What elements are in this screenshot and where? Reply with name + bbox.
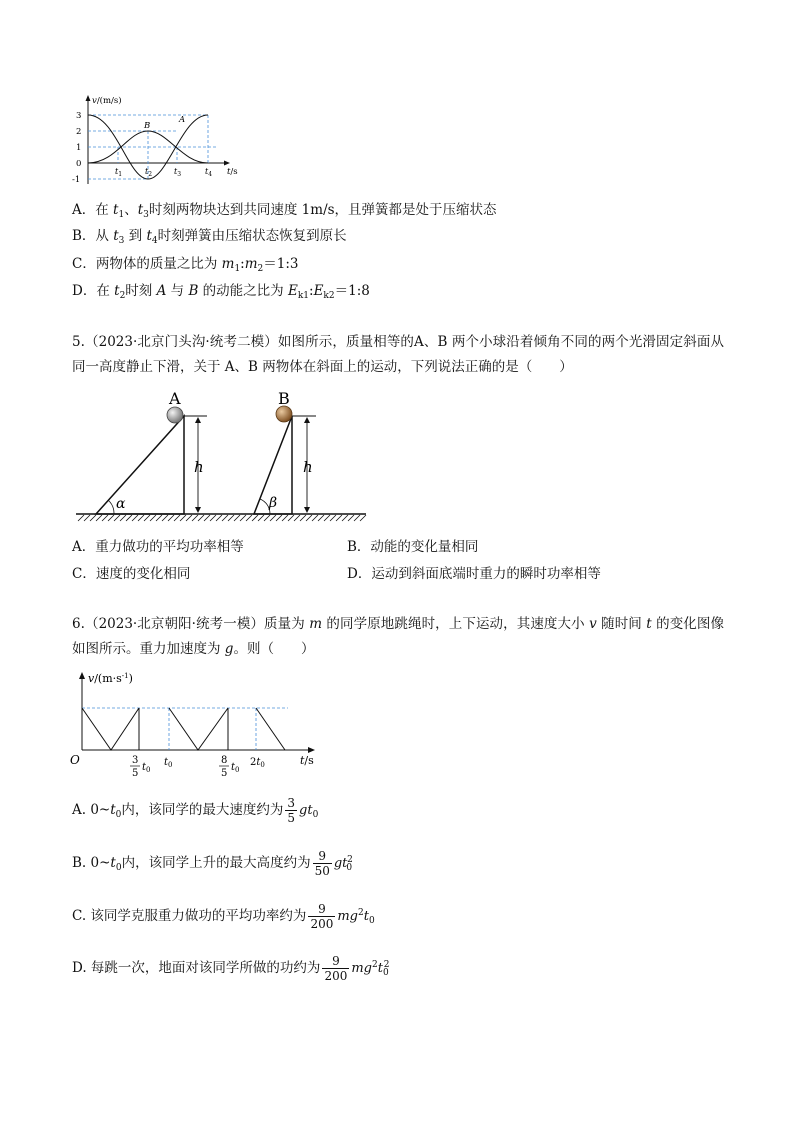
q4-option-b[interactable]: B．从 $t_3$ 到 $t_4$时刻弹簧由压缩状态恢复到原长	[72, 228, 347, 246]
q6-xtick-t0	[164, 757, 173, 769]
q4-ytick-2: 2	[76, 127, 82, 137]
q5-stem: 5.（2023·北京门头沟·统考二模）如图所示，质量相等的A、B 两个小球沿着倾角不同的两个光滑固定斜面从同一高度静止下滑，关于 A、B 两物体在斜面上的运动，下列说法正确的是（ ）	[72, 334, 724, 375]
q6-origin: O	[70, 753, 80, 767]
q6-option-b[interactable]: B. $0\sim t_0$内，该同学上升的最大高度约为 $\frac{9}{50}$ $gt_0^2$	[72, 849, 353, 878]
q4-x-arrow	[224, 161, 230, 166]
q6-xtick-2t0	[250, 757, 265, 769]
q4-xtick-t4: $t_4$	[205, 167, 213, 178]
q4-y-arrow	[86, 95, 91, 101]
q4-ytick-neg1: -1	[72, 175, 81, 185]
svg-text:5: 5	[221, 768, 228, 779]
q4-ytick-3: 3	[76, 111, 82, 121]
q6-option-c[interactable]: C. 该同学克服重力做功的平均功率约为 $\frac{9}{200}$ $mg^2t_0$	[72, 902, 375, 931]
q6-ylabel: $v/(m\cdot s^{-1})$	[88, 672, 133, 685]
q6-option-d-fraction: $\frac{9}{200}$	[324, 954, 348, 983]
q4-ytick-1: 1	[76, 143, 82, 153]
q6-option-a[interactable]: A. $0\sim t_0$内，该同学的最大速度约为 $\frac{3}{5}$ $gt_0$	[72, 796, 319, 825]
q4-option-c[interactable]: C．两物体的质量之比为 $m_1:m_2=1:3$	[72, 256, 299, 274]
q6-stem: 6.（2023·北京朝阳·统考一模）质量为 m 的同学原地跳绳时，上下运动，其速度大小 v 随时间 t 的变化图像如图所示。重力加速度为 g。则（ ）	[72, 616, 724, 657]
q5-ground-hatch	[78, 515, 366, 521]
q5-height-a-label: h	[194, 458, 204, 476]
q4-xtick-t2: $t_2$	[145, 167, 153, 178]
q5-angle-alpha: α	[116, 496, 126, 512]
q5-option-a[interactable]: A．重力做功的平均功率相等	[72, 539, 244, 555]
svg-text:t0: $t_0$	[142, 762, 151, 774]
q4-xlabel: t/s	[227, 167, 238, 177]
q6-velocity-line	[82, 708, 285, 750]
q6-xlabel: t/s	[300, 754, 314, 767]
q6-xtick-3-5-t0	[130, 755, 151, 779]
q5-angle-beta: β	[269, 495, 278, 511]
q4-guides	[88, 115, 216, 179]
q6-velocity-chart	[66, 668, 326, 780]
q6-option-c-fraction: $\frac{9}{200}$	[310, 902, 334, 931]
q5-inclines-figure	[74, 386, 370, 526]
svg-text:8: 8	[221, 755, 228, 766]
q6-guides	[82, 708, 288, 750]
q4-curve-label-a: A	[179, 115, 186, 125]
q5-ball-a	[167, 407, 183, 423]
q4-xtick-t1: $t_1$	[115, 167, 123, 178]
q5-height-b-label: h	[303, 458, 313, 476]
q6-option-b-fraction: $\frac{9}{50}$	[314, 849, 330, 878]
q4-option-a[interactable]: A．在 $t_1$、$t_3$时刻两物块达到共同速度 1m/s，且弹簧都是处于压缩状态	[72, 202, 497, 220]
q5-incline-a	[96, 416, 184, 514]
q5-option-c[interactable]: C．速度的变化相同	[72, 566, 191, 582]
q5-ball-a-label: A	[169, 389, 181, 408]
q4-ytick-0: 0	[76, 159, 82, 169]
q6-option-d[interactable]: D. 每跳一次，地面对该同学所做的功约为 $\frac{9}{200}$ $mg^2t_0^2$	[72, 954, 390, 983]
svg-text:t0: $t_0$	[231, 762, 240, 774]
q4-ylabel: v/(m/s)	[92, 96, 122, 106]
q5-angle-alpha-arc	[108, 500, 114, 514]
q4-xtick-t3: $t_3$	[174, 167, 182, 178]
q5-ball-b-label: B	[278, 389, 290, 408]
q4-option-d[interactable]: D．在 $t_2$时刻 A 与 B 的动能之比为 $E_{k1}:E_{k2}=1:8$	[72, 283, 370, 301]
q4-velocity-chart	[66, 92, 246, 192]
svg-text:t0: $t_0$	[164, 757, 173, 769]
svg-text:5: 5	[132, 768, 139, 779]
q5-option-b[interactable]: B．动能的变化量相同	[347, 539, 479, 555]
q4-curve-label-b: B	[144, 121, 151, 131]
q5-option-d[interactable]: D．运动到斜面底端时重力的瞬时功率相等	[347, 566, 601, 582]
svg-text:3: 3	[132, 755, 139, 766]
q5-ball-b	[276, 406, 292, 422]
q6-xtick-8-5-t0	[219, 755, 240, 779]
svg-text:2t0: $2t_0$	[250, 757, 265, 769]
q6-option-a-fraction: $\frac{3}{5}$	[287, 796, 296, 825]
